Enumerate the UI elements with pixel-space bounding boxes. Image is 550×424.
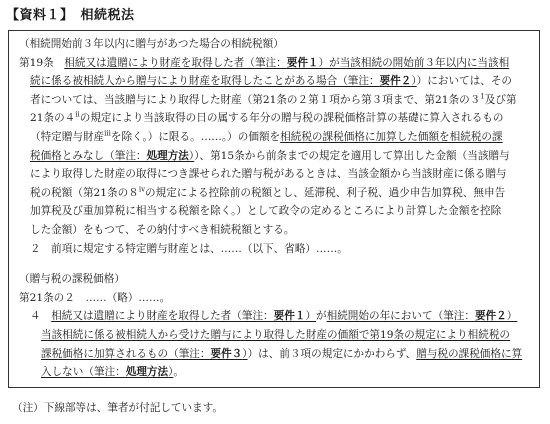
processing-method-label: 処理方法 — [125, 366, 169, 379]
art19-line-4: 21条の４$^{ii}$の規定により当該取得の日の属する年分の贈与税の課税価格計算の基礎に算入されるもの — [30, 110, 504, 125]
art21-line-3: 当該相続に係る被相続人から受けた贈与により取得した財産の価額で第19条の規定により相続税の — [41, 328, 511, 341]
art21-line-1: 第21条の２ ……（略）……。 — [19, 291, 171, 304]
art19-line-3: 者については、当該贈与により取得した財産（第21条の２第１項から第３項まで、第21条の$3^1$及び第 — [30, 92, 517, 106]
art19-line-8: 税の税額（第21条の８$^{iv}$の規定による控除前の税額とし、延滞税、利子税、過少申告加算税、無申告 — [30, 185, 506, 199]
art21-line-2: ４ 相続又は遺贈により財産を取得した者（筆注：要件１）が相続開始の年において（筆注：要件２） — [30, 310, 518, 323]
statute-box — [8, 30, 540, 388]
art19-line-9: 加算税及び重加算税に相当する税額を除く。）として政令の定めるところにより計算した金額を控除 — [30, 205, 502, 218]
art19-line-7: により取得した財産の取得につき課せられた贈与税があるときは、当該金額から当該財産に係る贈与 — [30, 168, 507, 181]
art19-line-5: （特定贈与財産$^{iii}$を除く。）に限る。……。）の価額を相続税の課税価格に加算した価額を相続税の課 — [30, 129, 503, 143]
requirement-1-label: 要件１ — [273, 310, 306, 323]
art19-line-1: 第19条 相続又は遺贈により財産を取得した者（筆注：要件１）が当該相続の開始前３年以内に当該相 — [19, 56, 510, 69]
footnote: （注）下線部等は、筆者が付記しています。 — [12, 402, 224, 414]
section-heading-2: （贈与税の課税価格） — [19, 273, 125, 286]
document-title: 【資料１】 相続税法 — [6, 8, 135, 23]
art21-line-5: 入しない（筆注：処理方法）。 — [41, 366, 185, 379]
requirement-2-label: 要件２ — [379, 75, 412, 88]
art21-line-4: 課税価格に加算されるもの（筆注：要件３））は、前３項の規定にかかわらず、贈与税の課税価格に算 — [41, 347, 523, 360]
requirement-1-label: 要件１ — [286, 56, 319, 69]
art19-paragraph-2: ２ 前項に規定する特定贈与財産とは、……（以下、省略）……。 — [30, 242, 348, 255]
art19-line-2: 続に係る被相続人から贈与により財産を取得したことがある場合（筆注：要件２））においては、その — [30, 75, 513, 88]
requirement-2-label: 要件２ — [474, 310, 507, 323]
requirement-3-label: 要件３ — [210, 347, 243, 360]
section-heading: （相続開始前３年以内に贈与があつた場合の相続税額） — [19, 38, 284, 50]
processing-method-label: 処理方法 — [146, 149, 189, 162]
art19-line-10: した金額）をもつて、その納付すべき相続税額とする。 — [30, 223, 295, 236]
art19-line-6: 税価格とみなし（筆注：処理方法））、第15条から前条までの規定を適用して算出した金額（当該贈与 — [30, 149, 510, 162]
